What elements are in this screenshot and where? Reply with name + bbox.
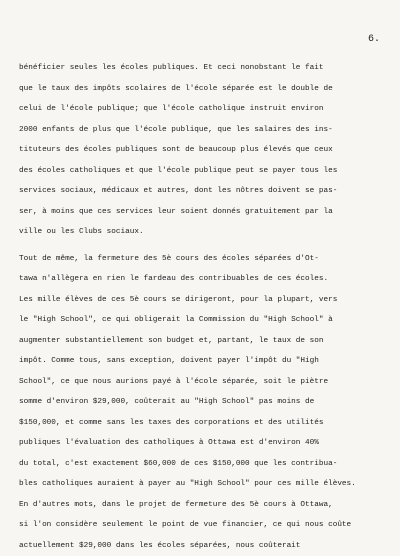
text-line: le "High School", ce qui obligerait la Commission du "High School" à	[19, 310, 391, 331]
text-line: 2000 enfants de plus que l'école publique, que les salaires des ins-	[19, 120, 391, 141]
text-line: que le taux des impôts scolaires de l'école séparée est le double de	[19, 79, 391, 100]
text-line: publiques l'évaluation des catholiques à Ottawa est d'environ 40%	[19, 433, 391, 454]
text-line: tawa n'allègera en rien le fardeau des contribuables de ces écoles.	[19, 269, 391, 290]
text-line: bles catholiques auraient à payer au "High School" pour ces mille élèves.	[19, 474, 391, 495]
text-line: $150,000, et comme sans les taxes des corporations et des utilités	[19, 413, 391, 434]
text-line: celui de l'école publique; que l'école catholique instruit environ	[19, 99, 391, 120]
text-line: ser, à moins que ces services leur soient donnés gratuitement par la	[19, 202, 391, 223]
text-line: tituteurs des écoles publiques sont de beaucoup plus élevés que ceux	[19, 140, 391, 161]
text-line: School", ce que nous aurions payé à l'école séparée, soit le piètre	[19, 372, 391, 393]
text-line: augmenter substantiellement son budget et, partant, le taux de son	[19, 331, 391, 352]
text-line: actuellement $29,000 dans les écoles séparées, nous coûterait	[19, 536, 391, 556]
text-line: impôt. Comme tous, sans exception, doivent payer l'impôt du "High	[19, 351, 391, 372]
body-text	[19, 58, 391, 556]
text-line: Les mille élèves de ces 5è cours se dirigeront, pour la plupart, vers	[19, 290, 391, 311]
text-line: somme d'environ $29,000, coûterait au "High School" pas moins de	[19, 392, 391, 413]
text-line: des écoles catholiques et que l'école publique peut se payer tous les	[19, 161, 391, 182]
page-number: 6.	[368, 34, 380, 46]
text-line: Tout de même, la fermeture des 5è cours des écoles séparées d'Ot-	[19, 249, 391, 270]
text-line: si l'on considère seulement le point de vue financier, ce qui nous coûte	[19, 515, 391, 536]
text-line: ville ou les Clubs sociaux.	[19, 222, 391, 243]
text-line: bénéficier seules les écoles publiques. Et ceci nonobstant le fait	[19, 58, 391, 79]
text-line: du total, c'est exactement $60,000 de ces $150,000 que les contribua-	[19, 454, 391, 475]
text-line: services sociaux, médicaux et autres, dont les nôtres doivent se pas-	[19, 181, 391, 202]
text-line: En d'autres mots, dans le projet de fermeture des 5è cours à Ottawa,	[19, 495, 391, 516]
